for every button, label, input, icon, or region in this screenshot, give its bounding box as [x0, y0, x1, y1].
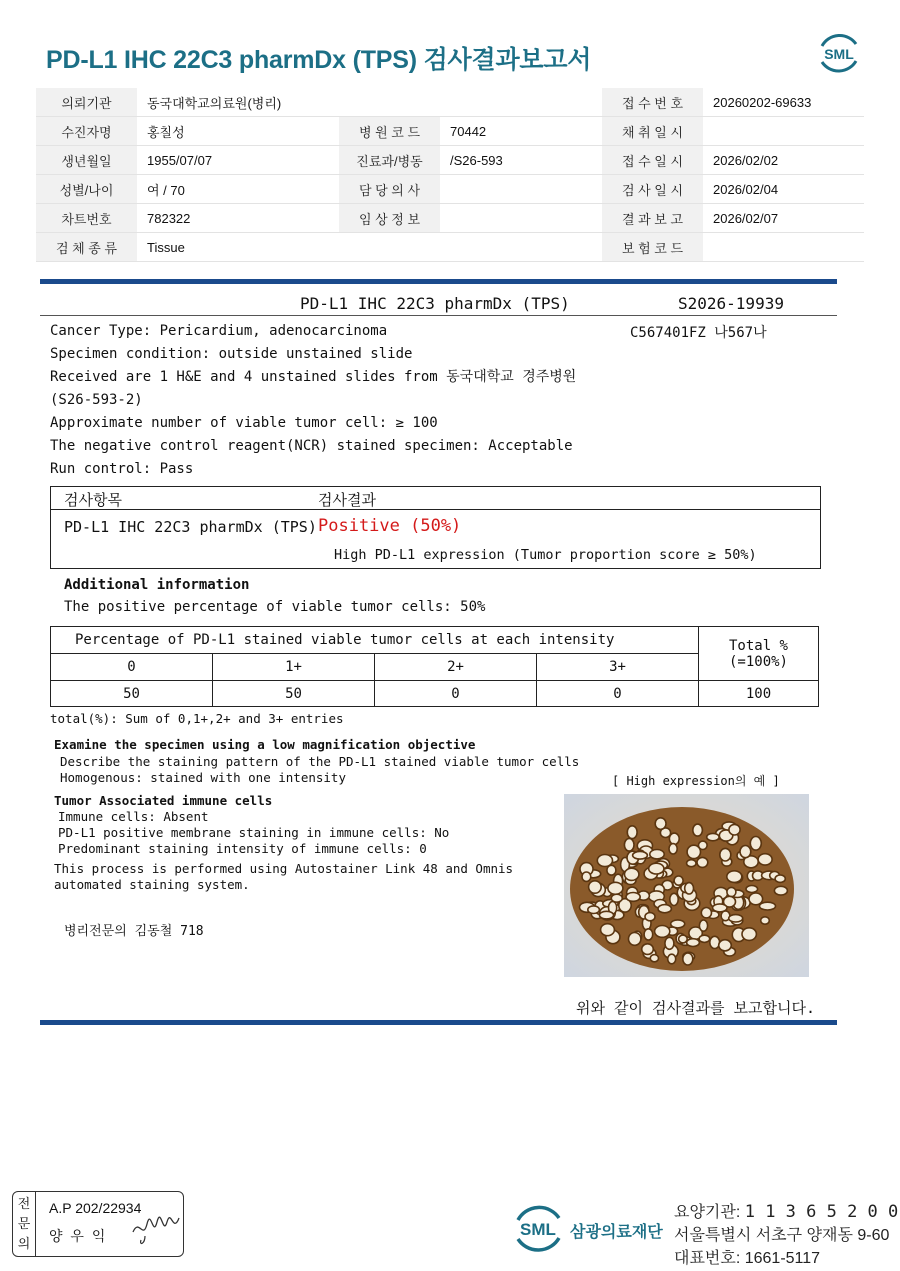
patient-info-row — [36, 204, 864, 233]
tumor-cell — [649, 863, 664, 874]
intensity-val-2: 0 — [375, 681, 537, 707]
intensity-val-1: 50 — [213, 681, 375, 707]
specimen-image — [564, 794, 809, 977]
pathologist: 병리전문의 김동철 718 — [64, 924, 204, 939]
ap-name: 양 우 익 — [49, 1228, 108, 1244]
patient-info-row — [36, 233, 864, 262]
intensity-total: 100 — [699, 681, 819, 707]
tumor-cell — [699, 920, 707, 931]
stamp-char-3: 의 — [17, 1236, 31, 1251]
tumor-cell — [629, 933, 641, 946]
tumor-cell — [624, 839, 634, 852]
intensity-col-1: 1+ — [213, 654, 375, 681]
tumor-cell — [669, 833, 679, 844]
additional-text: The positive percentage of viable tumor cells: 50% — [64, 599, 486, 615]
tumor-cell — [687, 845, 700, 858]
slide-id: (S26-593-2) — [50, 392, 143, 408]
tumor-cell — [750, 837, 761, 851]
institution-code-value: 1 1 3 6 5 2 0 0 — [744, 1202, 899, 1222]
tumor-cell — [727, 887, 736, 896]
tumor-cell — [707, 833, 719, 840]
tumor-cell — [697, 857, 708, 867]
intensity-col-0: 0 — [51, 654, 213, 681]
patient-info-table — [36, 88, 864, 262]
report-code-line: C567401FZ 나567나 — [630, 325, 767, 341]
institution-code-label: 요양기관: — [674, 1204, 741, 1221]
report-test-name: PD-L1 IHC 22C3 pharmDx (TPS) — [300, 294, 570, 313]
patient-info-row — [36, 146, 864, 175]
intensity-val-0: 50 — [51, 681, 213, 707]
info-label — [339, 233, 440, 262]
tumor-cell — [701, 908, 711, 918]
immune-line-1: Immune cells: Absent — [58, 809, 209, 824]
tumor-cell — [749, 893, 763, 905]
examine-heading: Examine the specimen using a low magnification objective — [54, 737, 476, 752]
result-box-divider — [50, 509, 821, 510]
received-slides: Received are 1 H&E and 4 unstained slides from 동국대학교 경주병원 — [50, 369, 577, 385]
ap-number: A.P 202/22934 — [49, 1200, 142, 1216]
info-label: 진료과/병동 — [339, 146, 440, 175]
tumor-cell — [713, 904, 727, 912]
info-label: 생년월일 — [36, 146, 137, 175]
viable-tumor-cells: Approximate number of viable tumor cell: ≥ 100 — [50, 415, 438, 431]
info-label: 접 수 일 시 — [602, 146, 703, 175]
info-label: 임 상 정 보 — [339, 204, 440, 233]
info-value — [440, 88, 602, 117]
tumor-cell — [582, 872, 591, 881]
info-value — [440, 175, 602, 204]
org-name: 삼광의료재단 — [570, 1224, 663, 1241]
result-col-item-header: 검사항목 — [64, 492, 122, 509]
tumor-cell — [625, 868, 639, 880]
tumor-cell — [720, 848, 731, 861]
tumor-cell — [740, 846, 751, 858]
examine-line-2: Homogenous: stained with one intensity — [60, 770, 346, 785]
tumor-cell — [693, 824, 703, 836]
tumor-cell — [729, 824, 740, 835]
sml-logo-text: SML — [824, 46, 854, 62]
intensity-table — [50, 626, 819, 707]
additional-heading: Additional information — [64, 577, 250, 593]
tumor-cell — [727, 871, 742, 883]
tumor-cell — [683, 953, 693, 965]
tumor-cell — [655, 818, 666, 830]
tumor-cell — [674, 876, 683, 885]
tumor-cell — [608, 882, 623, 894]
tumor-cell — [669, 844, 677, 854]
info-value: 20260202-69633 — [703, 88, 864, 117]
tumor-cell — [670, 893, 678, 905]
info-label: 접 수 번 호 — [602, 88, 703, 117]
info-value — [440, 204, 602, 233]
tumor-cell — [642, 944, 654, 955]
phone-label: 대표번호: — [674, 1250, 741, 1267]
image-caption: [ High expression의 예 ] — [612, 774, 780, 788]
tumor-cell — [685, 883, 694, 894]
tumor-cell — [746, 886, 758, 893]
tumor-cell — [761, 917, 770, 924]
info-label: 성별/나이 — [36, 175, 137, 204]
info-value: 홍칠성 — [137, 117, 339, 146]
intensity-col-3: 3+ — [537, 654, 699, 681]
info-label: 검 사 일 시 — [602, 175, 703, 204]
result-col-result-header: 검사결과 — [318, 492, 376, 509]
tumor-cell — [599, 911, 613, 919]
tumor-cell — [729, 915, 743, 922]
info-value: /S26-593 — [440, 146, 602, 175]
tumor-cell — [668, 954, 676, 964]
stamp-vertical-label — [13, 1192, 36, 1256]
info-label: 병 원 코 드 — [339, 117, 440, 146]
sml-footer-logo-text: SML — [520, 1220, 556, 1239]
info-label: 검 체 종 류 — [36, 233, 137, 262]
info-value — [440, 233, 602, 262]
tumor-cell — [742, 928, 756, 941]
address: 서울특별시 서초구 양재동 9-60 — [674, 1227, 890, 1244]
info-label: 수진자명 — [36, 117, 137, 146]
immune-line-3: Predominant staining intensity of immune cells: 0 — [58, 841, 427, 856]
tumor-cell — [650, 955, 658, 962]
info-value: 2026/02/07 — [703, 204, 864, 233]
result-item: PD-L1 IHC 22C3 pharmDx (TPS) — [64, 518, 317, 536]
info-label: 담 당 의 사 — [339, 175, 440, 204]
tumor-cell — [589, 881, 602, 893]
total-note: total(%): Sum of 0,1+,2+ and 3+ entries — [50, 711, 344, 726]
info-label: 차트번호 — [36, 204, 137, 233]
info-value: Tissue — [137, 233, 339, 262]
patient-info-row — [36, 175, 864, 204]
tumor-cell — [633, 852, 648, 860]
stamp-char-2: 문 — [17, 1216, 31, 1231]
tumor-cell — [679, 935, 688, 943]
info-value: 2026/02/02 — [703, 146, 864, 175]
report-description — [50, 320, 576, 481]
info-value: 782322 — [137, 204, 339, 233]
intensity-val-3: 0 — [537, 681, 699, 707]
examine-line-1: Describe the staining pattern of the PD-L1 stained viable tumor cells — [60, 754, 580, 769]
info-value: 동국대학교의료원(병리) — [137, 88, 339, 117]
tumor-cell — [658, 905, 671, 913]
closing-statement: 위와 같이 검사결과를 보고합니다. — [576, 999, 815, 1017]
total-header — [699, 627, 819, 681]
tumor-cell — [719, 940, 732, 951]
intensity-header: Percentage of PD-L1 stained viable tumor cells at each intensity — [51, 627, 699, 654]
process-line-2: automated staining system. — [54, 877, 250, 892]
tumor-cell — [775, 875, 785, 882]
specimen-condition: Specimen condition: outside unstained slide — [50, 346, 413, 362]
tumor-cell — [655, 926, 670, 938]
total-header-1: Total % — [728, 637, 788, 654]
tumor-cell — [758, 854, 772, 865]
tumor-cell — [687, 939, 700, 947]
negative-control: The negative control reagent(NCR) stained specimen: Acceptable — [50, 438, 573, 454]
tumor-cell — [607, 865, 616, 875]
tumor-cell — [687, 860, 696, 867]
tumor-cell — [597, 855, 612, 867]
tumor-cell — [650, 850, 664, 859]
pathologist-stamp — [12, 1191, 184, 1257]
report-top-rule — [40, 279, 837, 284]
intensity-col-2: 2+ — [375, 654, 537, 681]
info-value: 2026/02/04 — [703, 175, 864, 204]
tumor-cell — [774, 886, 787, 895]
sml-logo-icon — [816, 30, 862, 76]
institution-code — [674, 1199, 898, 1222]
tumor-cell — [665, 937, 674, 949]
info-label: 의뢰기관 — [36, 88, 137, 117]
tumor-cell — [760, 902, 776, 910]
report-number: S2026-19939 — [678, 294, 784, 313]
tumor-cell — [627, 826, 637, 839]
info-label: 채 취 일 시 — [602, 117, 703, 146]
info-value: 70442 — [440, 117, 602, 146]
signature-icon — [131, 1210, 181, 1250]
total-header-2: (=100%) — [728, 653, 788, 670]
phone-value: 1661-5117 — [744, 1250, 821, 1267]
info-label: 결 과 보 고 — [602, 204, 703, 233]
phone — [674, 1245, 820, 1268]
tumor-cell — [611, 894, 622, 902]
immune-line-2: PD-L1 positive membrane staining in immune cells: No — [58, 825, 450, 840]
report-title-rule — [40, 315, 837, 316]
process-line-1: This process is performed using Autostainer Link 48 and Omnis — [54, 861, 514, 876]
info-value: 1955/07/07 — [137, 146, 339, 175]
tumor-cell — [588, 906, 600, 914]
sml-footer-logo-icon — [510, 1200, 566, 1256]
info-label — [339, 88, 440, 117]
report-bottom-rule — [40, 1020, 837, 1025]
report-title: PD-L1 IHC 22C3 pharmDx (TPS) 검사결과보고서 — [46, 46, 592, 74]
info-value — [703, 233, 864, 262]
info-value: 여 / 70 — [137, 175, 339, 204]
patient-info-row — [36, 117, 864, 146]
tumor-cell — [601, 924, 615, 936]
tumor-cell — [626, 893, 640, 902]
stamp-char-1: 전 — [17, 1196, 31, 1211]
result-positive: Positive (50%) — [318, 516, 462, 536]
info-label: 보 험 코 드 — [602, 233, 703, 262]
patient-info-row — [36, 88, 864, 117]
tumor-cell — [699, 935, 710, 942]
tumor-cell — [645, 913, 655, 921]
run-control: Run control: Pass — [50, 461, 194, 477]
cancer-type: Cancer Type: Pericardium, adenocarcinoma — [50, 323, 388, 339]
tumor-cell — [644, 929, 653, 940]
info-value — [703, 117, 864, 146]
immune-heading: Tumor Associated immune cells — [54, 793, 273, 808]
result-detail: High PD-L1 expression (Tumor proportion score ≥ 50%) — [334, 547, 757, 563]
